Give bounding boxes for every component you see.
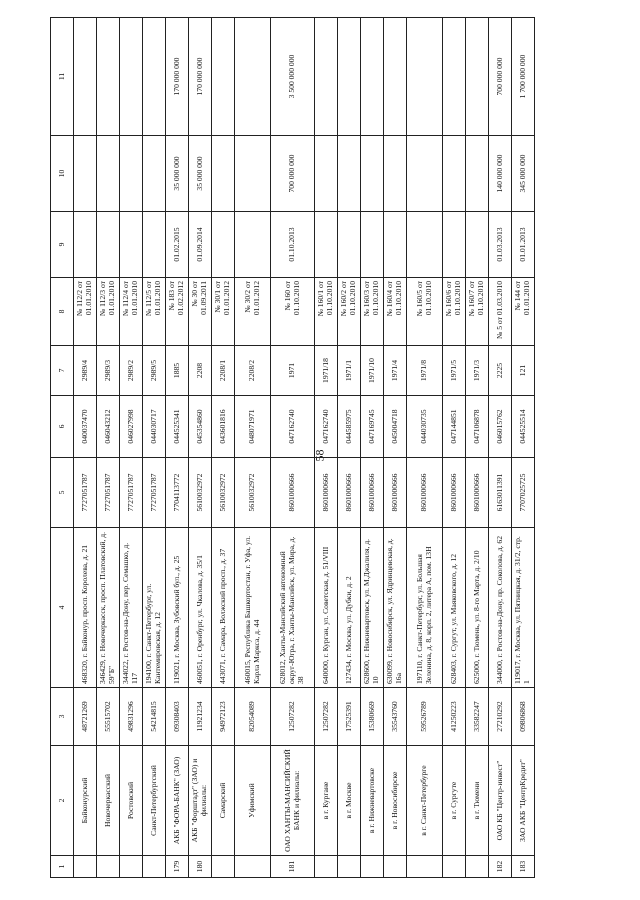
table-row xyxy=(512,18,535,878)
cell-license-number: 2208 xyxy=(189,346,212,396)
cell-agreement: № 112/4 от 01.01.2010 xyxy=(120,278,143,346)
cell-address: 344000, г. Ростов-на-Дону, пр. Соколова, д. 62 xyxy=(489,528,512,688)
cell-agreement: № 160/2 от 01.10.2010 xyxy=(338,278,361,346)
column-header-4: 4 xyxy=(51,528,74,688)
cell-bik: 043601816 xyxy=(212,396,235,458)
cell-license-number: 1971/18 xyxy=(315,346,338,396)
cell-address: 628600, г. Нижневартовск, ул. М.Джалиля, д. 10 xyxy=(361,528,384,688)
cell-address: 119017, г. Москва, ул. Пятницкая, д. 31/2, стр. 1 xyxy=(512,528,535,688)
cell-total-value xyxy=(361,18,384,136)
cell-bik: 040037470 xyxy=(74,396,97,458)
cell-total-value xyxy=(384,18,407,136)
cell-license-number: 2989/3 xyxy=(97,346,120,396)
cell-expiry-date: 01.02.2015 xyxy=(166,212,189,278)
cell-row-number xyxy=(212,856,235,878)
cell-row-number xyxy=(361,856,384,878)
cell-limit-value xyxy=(361,136,384,212)
column-header-5: 5 xyxy=(51,458,74,528)
cell-bik: 047169745 xyxy=(361,396,384,458)
column-header-3: 3 xyxy=(51,688,74,746)
cell-address: 640000, г. Курган, ул. Советская, д. 51/VIII xyxy=(315,528,338,688)
cell-address: 460051, г. Оренбург, ул. Чкалова, д. 35/1 xyxy=(189,528,212,688)
cell-total-value: 170 000 000 xyxy=(166,18,189,136)
cell-address: 194100, г. Санкт-Петербург, ул. Кантемировская, д. 12 xyxy=(143,528,166,688)
cell-license-number: 1971 xyxy=(271,346,315,396)
table-header-row xyxy=(51,18,74,878)
cell-total-value xyxy=(338,18,361,136)
cell-license-number: 1971/8 xyxy=(407,346,443,396)
cell-total-value xyxy=(315,18,338,136)
column-header-1: 1 xyxy=(51,856,74,878)
cell-bik: 047162740 xyxy=(315,396,338,458)
cell-limit-value: 700 000 000 xyxy=(271,136,315,212)
cell-bank-name: АКБ "Форштадт" (ЗАО) и филиалы: xyxy=(189,746,212,856)
cell-expiry-date xyxy=(235,212,271,278)
table-row xyxy=(74,18,97,878)
bank-registry-table xyxy=(50,17,535,878)
cell-total-value xyxy=(74,18,97,136)
cell-address: 628012, Ханты-Мансийский автономный округ-Югра, г. Ханты-Мансийск, ул. Мира, д. 38 xyxy=(271,528,315,688)
cell-bank-name: в г. Новосибирске xyxy=(384,746,407,856)
cell-limit-value xyxy=(143,136,166,212)
cell-limit-value xyxy=(407,136,443,212)
cell-limit-value xyxy=(443,136,466,212)
column-header-9: 9 xyxy=(51,212,74,278)
cell-expiry-date: 01.01.2013 xyxy=(512,212,535,278)
cell-bik: 044525514 xyxy=(512,396,535,458)
cell-expiry-date xyxy=(466,212,489,278)
cell-expiry-date xyxy=(120,212,143,278)
cell-license-number: 2208/1 xyxy=(212,346,235,396)
cell-address: 346429, г. Новочеркасск, просп. Платовский, д. 59"Б" xyxy=(97,528,120,688)
cell-inn: 5610032972 xyxy=(235,458,271,528)
column-header-11: 11 xyxy=(51,18,74,136)
cell-okpo-code: 11921234 xyxy=(189,688,212,746)
cell-bank-name: в г. Кургане xyxy=(315,746,338,856)
table-row xyxy=(189,18,212,878)
cell-agreement: № 160/6 от 01.10.2010 xyxy=(443,278,466,346)
cell-agreement: № 160/4 от 01.10.2010 xyxy=(384,278,407,346)
cell-okpo-code: 15380669 xyxy=(361,688,384,746)
table-row xyxy=(120,18,143,878)
cell-row-number xyxy=(143,856,166,878)
cell-address: 468320, г. Байконур, просп. Королева, д. 21 xyxy=(74,528,97,688)
cell-inn: 8601000666 xyxy=(271,458,315,528)
cell-license-number: 1885 xyxy=(166,346,189,396)
cell-license-number: 2208/2 xyxy=(235,346,271,396)
cell-bik: 044525341 xyxy=(166,396,189,458)
cell-bik: 045004718 xyxy=(384,396,407,458)
cell-expiry-date xyxy=(315,212,338,278)
cell-bank-name: в г. Сургуте xyxy=(443,746,466,856)
cell-inn: 7727051787 xyxy=(143,458,166,528)
cell-expiry-date: 01.09.2014 xyxy=(189,212,212,278)
cell-inn: 7727051787 xyxy=(74,458,97,528)
table-row xyxy=(143,18,166,878)
page-number: 58 xyxy=(312,449,327,462)
cell-okpo-code: 49831296 xyxy=(120,688,143,746)
cell-license-number: 1971/1 xyxy=(338,346,361,396)
cell-address: 344022, г. Ростов-на-Дону, пер. Семашко, д. 117 xyxy=(120,528,143,688)
cell-total-value xyxy=(235,18,271,136)
cell-agreement: № 5 от 01.03.2010 xyxy=(489,278,512,346)
cell-okpo-code: 27210292 xyxy=(489,688,512,746)
cell-bank-name: Новочеркасский xyxy=(97,746,120,856)
cell-license-number: 121 xyxy=(512,346,535,396)
cell-limit-value xyxy=(235,136,271,212)
cell-inn: 8601000666 xyxy=(361,458,384,528)
cell-bik: 046015762 xyxy=(489,396,512,458)
cell-limit-value xyxy=(120,136,143,212)
cell-row-number xyxy=(97,856,120,878)
cell-bank-name: Ростовский xyxy=(120,746,143,856)
cell-total-value xyxy=(143,18,166,136)
table-row xyxy=(384,18,407,878)
cell-limit-value: 140 000 000 xyxy=(489,136,512,212)
cell-total-value xyxy=(443,18,466,136)
cell-row-number xyxy=(315,856,338,878)
cell-bank-name: в г. Москве xyxy=(338,746,361,856)
table-row xyxy=(166,18,189,878)
cell-limit-value xyxy=(212,136,235,212)
cell-expiry-date xyxy=(384,212,407,278)
cell-total-value xyxy=(407,18,443,136)
cell-inn: 8601000666 xyxy=(338,458,361,528)
cell-agreement: № 30 от 01.09.2011 xyxy=(189,278,212,346)
cell-bik: 047162740 xyxy=(271,396,315,458)
cell-row-number: 181 xyxy=(271,856,315,878)
cell-bank-name: Санкт-Петербургский xyxy=(143,746,166,856)
cell-license-number: 2989/2 xyxy=(120,346,143,396)
cell-okpo-code: 17525391 xyxy=(338,688,361,746)
cell-okpo-code: 09308403 xyxy=(166,688,189,746)
column-header-10: 10 xyxy=(51,136,74,212)
cell-okpo-code: 48721269 xyxy=(74,688,97,746)
cell-inn: 8601000666 xyxy=(315,458,338,528)
cell-address: 197110, г. Санкт-Петербург, ул. Большая Зеленина, д. 8, корп. 2, литера А, пом. 13Н xyxy=(407,528,443,688)
cell-agreement: № 30/1 от 01.01.2012 xyxy=(212,278,235,346)
cell-agreement: № 144 от 01.01.2010 xyxy=(512,278,535,346)
cell-license-number: 1971/5 xyxy=(443,346,466,396)
cell-license-number: 1971/3 xyxy=(466,346,489,396)
table-row xyxy=(466,18,489,878)
cell-total-value xyxy=(97,18,120,136)
cell-agreement: № 112/5 от 01.01.2010 xyxy=(143,278,166,346)
cell-agreement: № 160 от 01.10.2010 xyxy=(271,278,315,346)
cell-bank-name: в г. Тюмени xyxy=(466,746,489,856)
cell-okpo-code: 09806868 xyxy=(512,688,535,746)
cell-row-number: 182 xyxy=(489,856,512,878)
cell-bik: 044030717 xyxy=(143,396,166,458)
cell-agreement: № 160/7 от 01.10.2010 xyxy=(466,278,489,346)
bank-registry-table-sheet xyxy=(50,18,630,878)
cell-agreement: № 160/3 от 01.10.2010 xyxy=(361,278,384,346)
cell-bank-name: АКБ "ФОРА-БАНК" (ЗАО) xyxy=(166,746,189,856)
cell-okpo-code: 41250223 xyxy=(443,688,466,746)
cell-inn: 8601000666 xyxy=(466,458,489,528)
cell-agreement: № 183 от 01.02.2012 xyxy=(166,278,189,346)
cell-limit-value xyxy=(384,136,407,212)
cell-expiry-date xyxy=(338,212,361,278)
cell-inn: 8601000666 xyxy=(384,458,407,528)
table-row xyxy=(407,18,443,878)
cell-okpo-code: 54214815 xyxy=(143,688,166,746)
cell-okpo-code: 82054089 xyxy=(235,688,271,746)
cell-limit-value xyxy=(97,136,120,212)
cell-bik: 046043212 xyxy=(97,396,120,458)
cell-row-number: 183 xyxy=(512,856,535,878)
cell-okpo-code: 33582247 xyxy=(466,688,489,746)
cell-inn: 7727051787 xyxy=(120,458,143,528)
cell-limit-value: 345 000 000 xyxy=(512,136,535,212)
table-body xyxy=(74,18,535,878)
cell-address: 127434, г. Москва, ул. Дубки, д. 2 xyxy=(338,528,361,688)
cell-license-number: 2989/4 xyxy=(74,346,97,396)
table-row xyxy=(212,18,235,878)
cell-inn: 8601000666 xyxy=(443,458,466,528)
cell-inn: 7707025725 xyxy=(512,458,535,528)
table-row xyxy=(489,18,512,878)
cell-okpo-code: 55515702 xyxy=(97,688,120,746)
cell-total-value: 170 000 000 xyxy=(189,18,212,136)
cell-row-number xyxy=(74,856,97,878)
cell-bik: 044585975 xyxy=(338,396,361,458)
cell-expiry-date xyxy=(212,212,235,278)
cell-total-value: 700 000 000 xyxy=(489,18,512,136)
cell-inn: 7727051787 xyxy=(97,458,120,528)
cell-address: 628403, г. Сургут, ул. Маяковского, д. 12 xyxy=(443,528,466,688)
cell-address: 630099, г. Новосибирск, ул. Ядринцевская, д. 16а xyxy=(384,528,407,688)
column-header-6: 6 xyxy=(51,396,74,458)
table-row xyxy=(315,18,338,878)
cell-row-number xyxy=(466,856,489,878)
cell-expiry-date: 01.03.2013 xyxy=(489,212,512,278)
table-row xyxy=(271,18,315,878)
cell-address: 460015, Республика Башкортостан, г. Уфа, ул. Карла Маркса, д. 44 xyxy=(235,528,271,688)
cell-expiry-date: 01.10.2013 xyxy=(271,212,315,278)
cell-bik: 044030735 xyxy=(407,396,443,458)
cell-row-number: 180 xyxy=(189,856,212,878)
cell-agreement: № 160/5 от 01.10.2010 xyxy=(407,278,443,346)
cell-limit-value: 35 000 000 xyxy=(189,136,212,212)
cell-limit-value xyxy=(74,136,97,212)
column-header-8: 8 xyxy=(51,278,74,346)
cell-okpo-code: 59526789 xyxy=(407,688,443,746)
cell-total-value xyxy=(466,18,489,136)
cell-license-number: 2225 xyxy=(489,346,512,396)
table-row xyxy=(235,18,271,878)
cell-row-number xyxy=(407,856,443,878)
cell-bik: 046027998 xyxy=(120,396,143,458)
cell-bik: 047144851 xyxy=(443,396,466,458)
cell-bik: 047106878 xyxy=(466,396,489,458)
cell-bik: 045354860 xyxy=(189,396,212,458)
cell-row-number xyxy=(235,856,271,878)
cell-okpo-code: 94972123 xyxy=(212,688,235,746)
cell-inn: 5610032972 xyxy=(189,458,212,528)
cell-inn: 8601000666 xyxy=(407,458,443,528)
cell-expiry-date xyxy=(143,212,166,278)
cell-inn: 6163011391 xyxy=(489,458,512,528)
table-row xyxy=(97,18,120,878)
column-header-2: 2 xyxy=(51,746,74,856)
cell-bank-name: Уфимский xyxy=(235,746,271,856)
cell-bik: 048071971 xyxy=(235,396,271,458)
cell-total-value: 1 700 000 000 xyxy=(512,18,535,136)
cell-expiry-date xyxy=(97,212,120,278)
table-row xyxy=(443,18,466,878)
cell-address: 443071, г. Самара, Волжский просп., д. 37 xyxy=(212,528,235,688)
cell-total-value: 3 500 000 000 xyxy=(271,18,315,136)
cell-row-number: 179 xyxy=(166,856,189,878)
cell-bank-name: Байконурский xyxy=(74,746,97,856)
cell-expiry-date xyxy=(443,212,466,278)
cell-expiry-date xyxy=(361,212,384,278)
cell-bank-name: ЗАО АКБ "ЦентрКредит" xyxy=(512,746,535,856)
cell-limit-value xyxy=(338,136,361,212)
cell-row-number xyxy=(384,856,407,878)
cell-inn: 7704113772 xyxy=(166,458,189,528)
cell-agreement: № 112/2 от 01.01.2010 xyxy=(74,278,97,346)
cell-row-number xyxy=(338,856,361,878)
cell-bank-name: ОАО КБ "Центр-инвест" xyxy=(489,746,512,856)
cell-okpo-code: 35543760 xyxy=(384,688,407,746)
cell-limit-value xyxy=(315,136,338,212)
cell-license-number: 1971/4 xyxy=(384,346,407,396)
table-row xyxy=(361,18,384,878)
cell-inn: 5610032972 xyxy=(212,458,235,528)
cell-license-number: 2989/5 xyxy=(143,346,166,396)
cell-agreement: № 160/1 от 01.10.2010 xyxy=(315,278,338,346)
cell-agreement: № 112/3 от 01.01.2010 xyxy=(97,278,120,346)
cell-expiry-date xyxy=(407,212,443,278)
cell-limit-value xyxy=(466,136,489,212)
cell-total-value xyxy=(120,18,143,136)
cell-bank-name: в г. Санкт-Петербурге xyxy=(407,746,443,856)
cell-expiry-date xyxy=(74,212,97,278)
cell-address: 625000, г. Тюмень, ул. 8-го Марта, д. 2/10 xyxy=(466,528,489,688)
cell-limit-value: 35 000 000 xyxy=(166,136,189,212)
cell-okpo-code: 12507282 xyxy=(271,688,315,746)
column-header-7: 7 xyxy=(51,346,74,396)
cell-row-number xyxy=(443,856,466,878)
cell-row-number xyxy=(120,856,143,878)
cell-bank-name: Самарский xyxy=(212,746,235,856)
cell-bank-name: ОАО ХАНТЫ-МАНСИЙСКИЙ БАНК и филиалы: xyxy=(271,746,315,856)
cell-okpo-code: 12507282 xyxy=(315,688,338,746)
cell-agreement: № 30/2 от 01.01.2012 xyxy=(235,278,271,346)
cell-total-value xyxy=(212,18,235,136)
cell-address: 119021, г. Москва, Зубовский бул., д. 25 xyxy=(166,528,189,688)
cell-license-number: 1971/10 xyxy=(361,346,384,396)
table-row xyxy=(338,18,361,878)
cell-bank-name: в г. Нижневартовске xyxy=(361,746,384,856)
